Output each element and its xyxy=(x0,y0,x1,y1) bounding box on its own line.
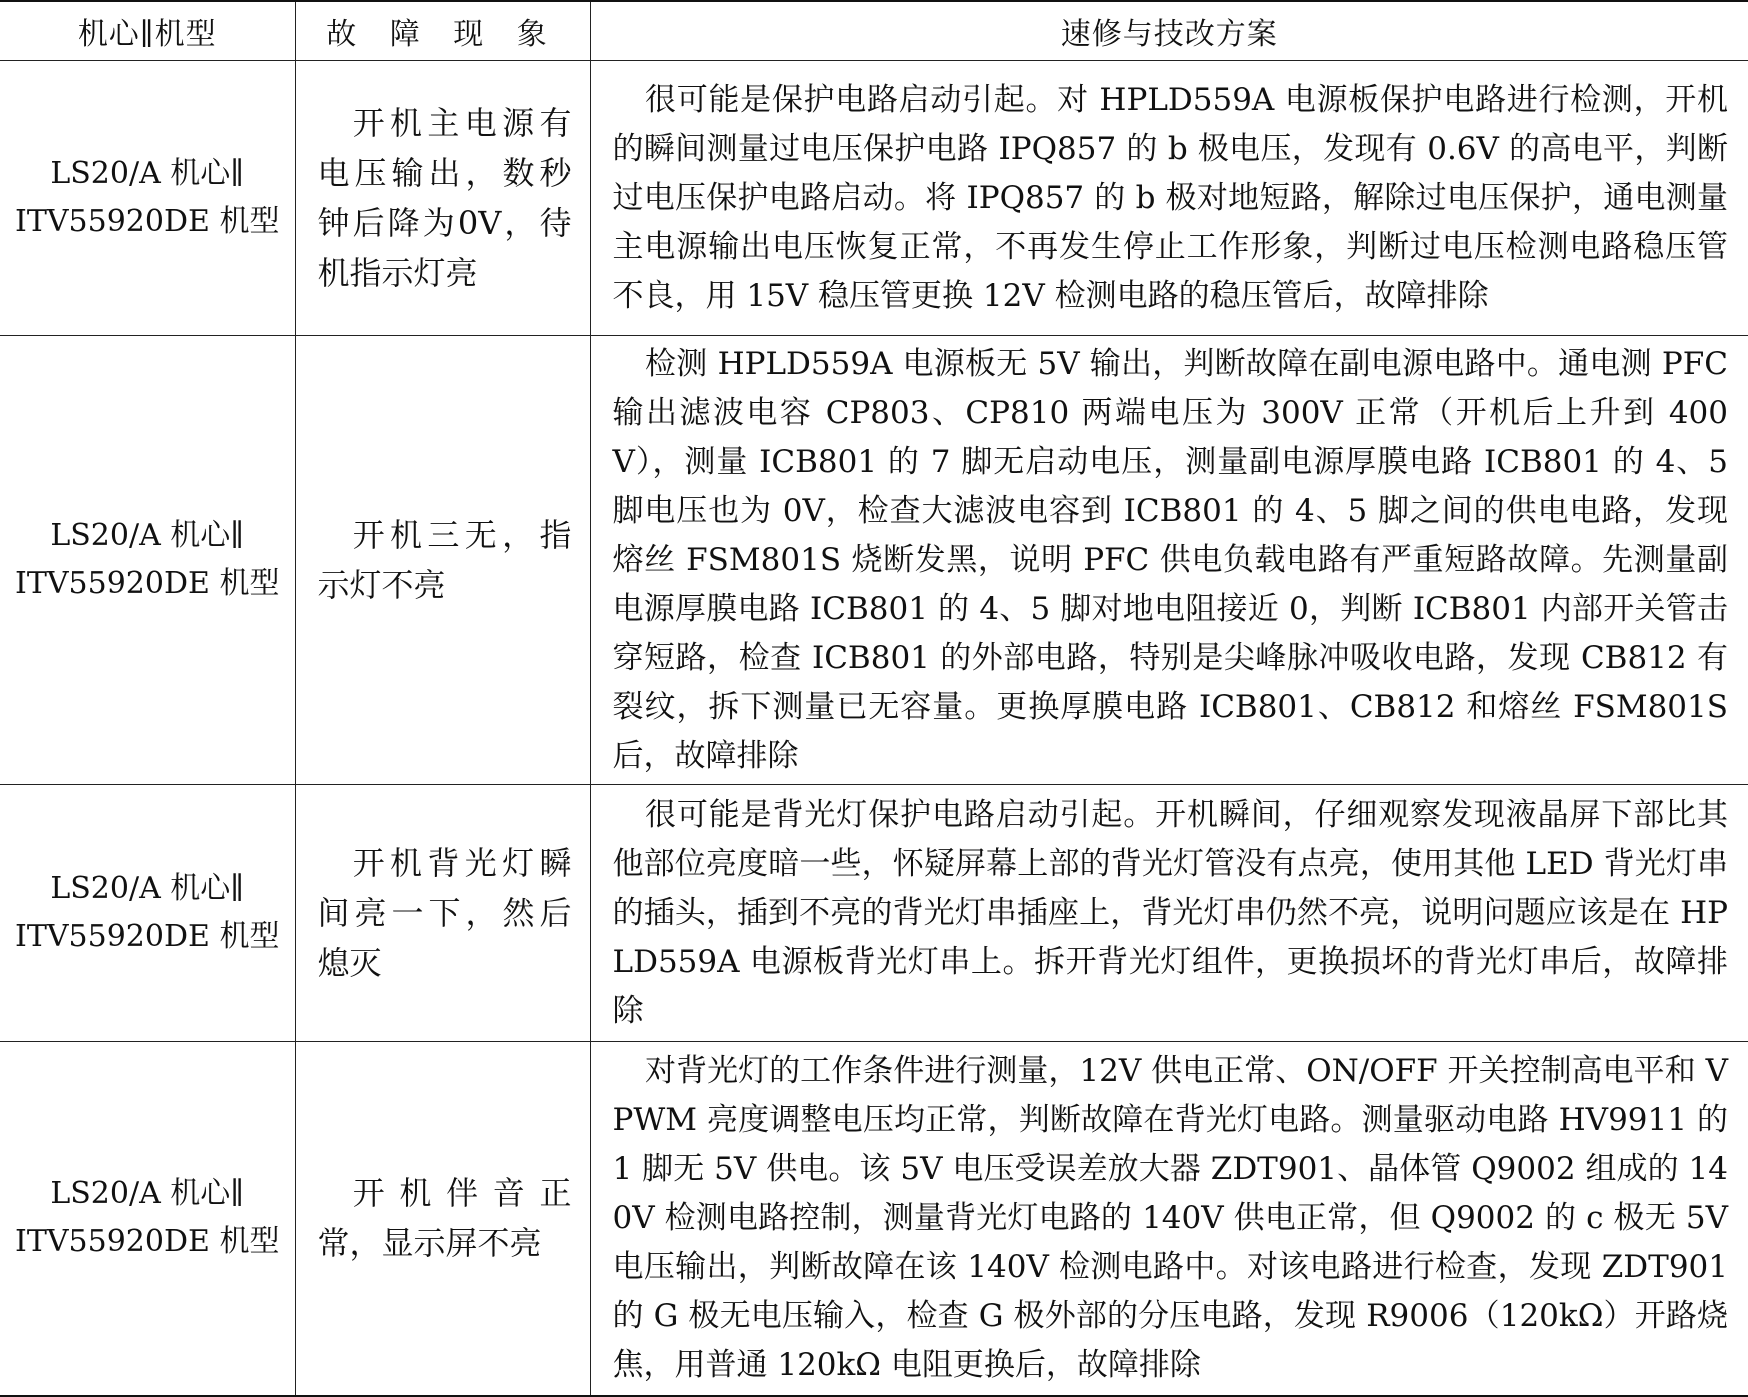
symptom-cell: 开机三无，指示灯不亮 xyxy=(295,336,590,785)
solution-cell: 很可能是保护电路启动引起。对 HPLD559A 电源板保护电路进行检测，开机的瞬间测量过电压保护电路 IPQ857 的 b 极电压，发现有 0.6V 的高电平，判断过电压保护电路启动。将 IPQ857 的 b 极对地短路，解除过电压保护，通电测量主电源输出电压恢复正常，不再发生停止工作形象，判断过电压检测电路稳压管不良，用 15V 稳压管更换 12V 检测电路的稳压管后，故障排除 xyxy=(590,61,1748,336)
header-solution: 速修与技改方案 xyxy=(590,1,1748,61)
model-line: LS20/A 机心∥ xyxy=(50,156,245,191)
symptom-cell: 开机主电源有电压输出，数秒钟后降为0V，待机指示灯亮 xyxy=(295,61,590,336)
model-cell xyxy=(0,61,295,336)
symptom-cell: 开机伴音正常，显示屏不亮 xyxy=(295,1042,590,1396)
model-line: LS20/A 机心∥ xyxy=(50,1176,245,1212)
solution-cell: 对背光灯的工作条件进行测量，12V 供电正常、ON/OFF 开关控制高电平和 VPWM 亮度调整电压均正常，判断故障在背光灯电路。测量驱动电路 HV9911 的 1 脚无 5V 供电。该 5V 电压受误差放大器 ZDT901、晶体管 Q9002 组成的 140V 检测电路控制，测量背光灯电路的 140V 供电正常，但 Q9002 的 c 极无 5V 电压输出，判断故障在该 140V 检测电路中。对该电路进行检查，发现 ZDT901 的 G 极无电压输入，检查 G 极外部的分压电路，发现 R9006（120kΩ）开路烧焦，用普通 120kΩ 电阻更换后，故障排除 xyxy=(590,1042,1748,1396)
header-row xyxy=(0,1,1748,61)
model-line: ITV55920DE 机型 xyxy=(15,204,280,239)
header-model: 机心∥机型 xyxy=(0,1,295,61)
table-row xyxy=(0,336,1748,785)
model-line: LS20/A 机心∥ xyxy=(50,871,245,906)
solution-cell: 检测 HPLD559A 电源板无 5V 输出，判断故障在副电源电路中。通电测 PFC 输出滤波电容 CP803、CP810 两端电压为 300V 正常（开机后上升到 400V），测量 ICB801 的 7 脚无启动电压，测量副电源厚膜电路 ICB801 的 4、5 脚电压也为 0V，检查大滤波电容到 ICB801 的 4、5 脚之间的供电电路，发现熔丝 FSM801S 烧断发黑，说明 PFC 供电负载电路有严重短路故障。先测量副电源厚膜电路 ICB801 的 4、5 脚对地电阻接近 0，判断 ICB801 内部开关管击穿短路，检查 ICB801 的外部电路，特别是尖峰脉冲吸收电路，发现 CB812 有裂纹，拆下测量已无容量。更换厚膜电路 ICB801、CB812 和熔丝 FSM801S 后，故障排除 xyxy=(590,336,1748,785)
header-symptom: 故 障 现 象 xyxy=(295,1,590,61)
model-line: ITV55920DE 机型 xyxy=(15,919,280,954)
model-cell xyxy=(0,785,295,1042)
solution-cell: 很可能是背光灯保护电路启动引起。开机瞬间，仔细观察发现液晶屏下部比其他部位亮度暗一些，怀疑屏幕上部的背光灯管没有点亮，使用其他 LED 背光灯串的插头，插到不亮的背光灯串插座上，背光灯串仍然不亮，说明问题应该是在 HPLD559A 电源板背光灯串上。拆开背光灯组件，更换损坏的背光灯串后，故障排除 xyxy=(590,785,1748,1042)
table-row xyxy=(0,61,1748,336)
model-line: ITV55920DE 机型 xyxy=(15,566,280,601)
symptom-cell: 开机背光灯瞬间亮一下，然后熄灭 xyxy=(295,785,590,1042)
model-line: ITV55920DE 机型 xyxy=(15,1224,280,1260)
table-row xyxy=(0,1042,1748,1396)
model-line: LS20/A 机心∥ xyxy=(50,518,245,553)
model-cell xyxy=(0,336,295,785)
table-row xyxy=(0,785,1748,1042)
model-cell xyxy=(0,1042,295,1396)
